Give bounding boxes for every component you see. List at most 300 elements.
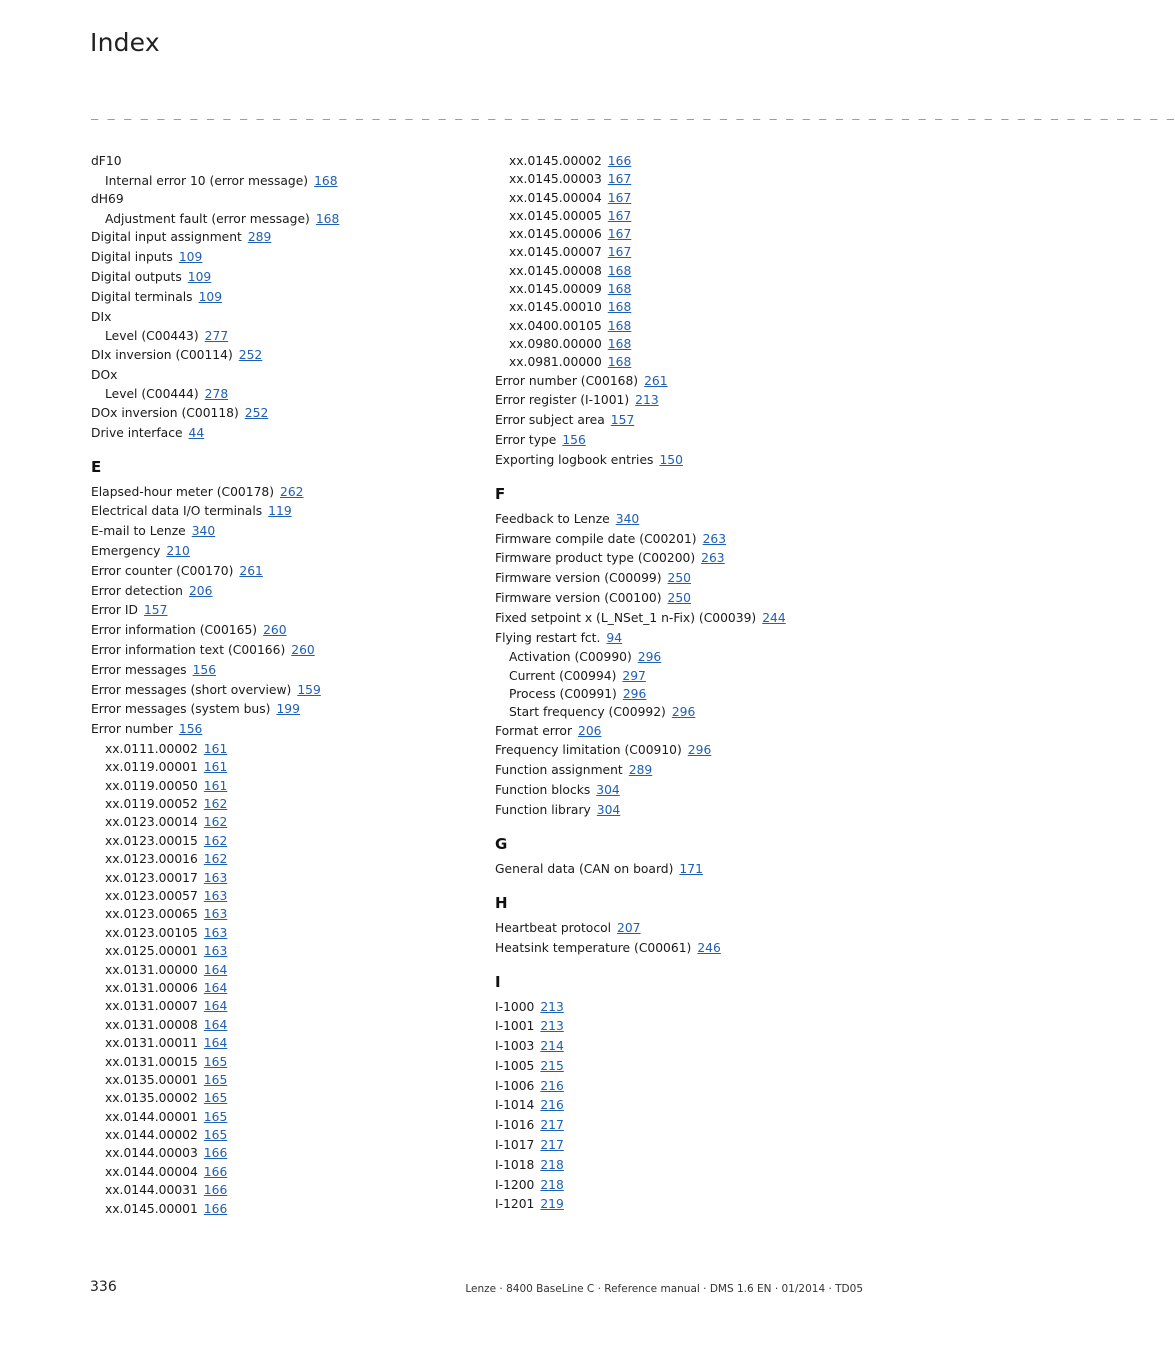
page-reference-link[interactable]: 164 (203, 1017, 228, 1032)
index-subentry (495, 189, 895, 207)
index-subentry (495, 152, 895, 170)
index-subentry (91, 942, 491, 960)
index-subentry (91, 850, 491, 868)
index-entry-label: Fixed setpoint x (L_NSet_1 n-Fix) (C00039) (495, 610, 757, 625)
index-entry-label: I-1003 (495, 1039, 535, 1054)
index-entry-label: xx.0135.00002 (105, 1091, 198, 1106)
index-entry-label: xx.0144.00004 (105, 1164, 198, 1179)
index-entry-label: DIx (91, 309, 112, 324)
index-entry (91, 681, 491, 699)
index-entry-label: Error number (91, 722, 173, 737)
index-entry (91, 268, 491, 286)
page-reference-link[interactable]: 165 (203, 1091, 228, 1106)
index-entry (495, 1136, 895, 1154)
page-reference-link[interactable]: 166 (203, 1146, 228, 1161)
page-reference-link[interactable]: 168 (315, 211, 340, 226)
index-subentry (495, 667, 895, 685)
page-reference-link[interactable]: 296 (622, 686, 647, 701)
page-reference-link[interactable]: 214 (540, 1039, 564, 1054)
page-reference-link[interactable]: 168 (607, 318, 632, 333)
index-entry-label: xx.0980.00000 (509, 336, 602, 351)
page-reference-link[interactable]: 166 (203, 1201, 228, 1216)
index-entry-label: Error detection (91, 583, 183, 598)
page-reference-link[interactable]: 252 (238, 347, 263, 362)
index-entry-label: Digital outputs (91, 269, 182, 284)
index-entry (495, 569, 895, 587)
page-reference-link[interactable]: 166 (203, 1164, 228, 1179)
index-entry-label: xx.0144.00003 (105, 1146, 198, 1161)
index-entry (495, 431, 895, 449)
index-entry (495, 1077, 895, 1095)
page-reference-link[interactable]: 216 (540, 1078, 564, 1093)
index-entry (495, 1096, 895, 1114)
index-entry (495, 1195, 895, 1213)
page-reference-link[interactable]: 109 (198, 289, 223, 304)
index-entry-label: Function blocks (495, 782, 591, 797)
page-reference-link[interactable]: 167 (607, 190, 632, 205)
index-entry-label: Firmware version (C00099) (495, 571, 662, 586)
page-reference-link[interactable]: 213 (540, 1019, 564, 1034)
index-entry-label: Current (C00994) (509, 668, 617, 683)
index-entry-label: I-1006 (495, 1078, 535, 1093)
index-entry-label: Digital input assignment (91, 230, 242, 245)
index-entry (91, 661, 491, 679)
index-subentry (495, 170, 895, 188)
index-entry (495, 1176, 895, 1194)
index-entry (495, 939, 895, 957)
page-reference-link[interactable]: 304 (596, 802, 621, 817)
index-subentry (91, 1181, 491, 1199)
index-subentry (495, 703, 895, 721)
index-entry-label: Feedback to Lenze (495, 511, 610, 526)
page-reference-link[interactable]: 164 (203, 999, 228, 1014)
index-entry-label: xx.0135.00001 (105, 1072, 198, 1087)
index-subentry (91, 777, 491, 795)
index-entry-label: Flying restart fct. (495, 630, 601, 645)
page-reference-link[interactable]: 156 (178, 722, 203, 737)
index-entry-label: Elapsed-hour meter (C00178) (91, 484, 275, 499)
index-section-letter: E (91, 457, 102, 476)
index-entry-label: xx.0131.00000 (105, 962, 198, 977)
index-entry-label: Electrical data I/O terminals (91, 504, 263, 519)
index-entry-label: Level (C00444) (105, 387, 199, 402)
index-subentry (91, 758, 491, 776)
index-entry (91, 700, 491, 718)
page-reference-link[interactable]: 207 (617, 920, 641, 935)
page-reference-link[interactable]: 162 (203, 815, 228, 830)
index-subentry (91, 172, 491, 190)
index-entry-label: Error number (C00168) (495, 373, 639, 388)
page-reference-link[interactable]: 164 (203, 980, 228, 995)
index-entry (91, 404, 491, 422)
index-subentry (495, 225, 895, 243)
index-entry-label: DIx inversion (C00114) (91, 347, 233, 362)
index-subentry (91, 1163, 491, 1181)
page-reference-link[interactable]: 119 (268, 504, 292, 519)
page-reference-link[interactable]: 157 (143, 603, 168, 618)
index-entry-label: Error information text (C00166) (91, 642, 286, 657)
index-entry (495, 391, 895, 409)
index-entry-label: Activation (C00990) (509, 650, 632, 665)
index-entry (495, 372, 895, 390)
index-subentry (495, 335, 895, 353)
page-reference-link[interactable]: 164 (203, 1036, 228, 1051)
page-reference-link[interactable]: 159 (297, 682, 321, 697)
index-entry-label: Digital terminals (91, 289, 193, 304)
index-entry (495, 1037, 895, 1055)
page-reference-link[interactable]: 109 (178, 250, 203, 265)
index-section-letter: H (495, 893, 508, 912)
index-entry (91, 502, 491, 520)
index-entry-label: xx.0111.00002 (105, 741, 198, 756)
index-entry-label: Error ID (91, 603, 138, 618)
page-reference-link[interactable]: 167 (607, 227, 632, 242)
page-reference-link[interactable]: 164 (203, 962, 228, 977)
index-entry (495, 761, 895, 779)
index-entry (495, 1116, 895, 1134)
page-reference-link[interactable]: 168 (607, 282, 632, 297)
index-subentry (495, 207, 895, 225)
index-subentry (91, 924, 491, 942)
index-entry-label: Error subject area (495, 413, 605, 428)
index-subentry (495, 317, 895, 335)
index-entry-label: xx.0119.00052 (105, 797, 198, 812)
index-entry-label: I-1200 (495, 1177, 535, 1192)
index-entry-label: Emergency (91, 543, 161, 558)
index-entry-label: Error information (C00165) (91, 623, 258, 638)
index-subentry (495, 298, 895, 316)
index-entry-label: xx.0400.00105 (509, 318, 602, 333)
index-subentry (495, 648, 895, 666)
index-entry-label: xx.0144.00002 (105, 1128, 198, 1143)
index-subentry (91, 1108, 491, 1126)
page-reference-link[interactable]: 260 (291, 642, 315, 657)
index-entry-label: xx.0119.00050 (105, 778, 198, 793)
page-reference-link[interactable]: 278 (204, 387, 229, 402)
page-number: 336 (90, 1279, 117, 1295)
page-reference-link[interactable]: 217 (540, 1118, 564, 1133)
index-entry (91, 522, 491, 540)
page-reference-link[interactable]: 244 (762, 610, 786, 625)
index-entry-label: Error messages (short overview) (91, 682, 292, 697)
page-reference-link[interactable]: 163 (203, 870, 228, 885)
index-entry-label: xx.0131.00008 (105, 1017, 198, 1032)
index-entry-label: Drive interface (91, 425, 183, 440)
page-reference-link[interactable]: 219 (540, 1197, 564, 1212)
index-entry-label: I-1014 (495, 1098, 535, 1113)
page-reference-link[interactable]: 289 (628, 763, 653, 778)
page-reference-link[interactable]: 263 (701, 551, 725, 566)
index-entry-label: xx.0123.00017 (105, 870, 198, 885)
index-column-left (91, 152, 491, 1218)
page-reference-link[interactable]: 163 (203, 889, 228, 904)
index-entry (495, 510, 895, 528)
index-entry-label: Function library (495, 802, 591, 817)
index-entry-label: Firmware compile date (C00201) (495, 531, 697, 546)
index-entry-label: Error messages (system bus) (91, 702, 271, 717)
index-entry-label: I-1017 (495, 1138, 535, 1153)
index-entry-label: dF10 (91, 154, 122, 168)
index-subentry (91, 1016, 491, 1034)
index-subentry (91, 961, 491, 979)
index-subentry (495, 280, 895, 298)
page-reference-link[interactable]: 340 (191, 524, 216, 539)
index-entry-label: Heatsink temperature (C00061) (495, 940, 692, 955)
page-reference-link[interactable]: 213 (540, 999, 564, 1014)
page-reference-link[interactable]: 215 (540, 1058, 564, 1073)
index-subentry (91, 1126, 491, 1144)
page-reference-link[interactable]: 199 (276, 702, 300, 717)
index-section-letter: G (495, 834, 508, 853)
page-reference-link[interactable]: 168 (607, 355, 632, 370)
page-reference-link[interactable]: 156 (562, 432, 586, 447)
index-subentry (91, 210, 491, 228)
index-entry (495, 1057, 895, 1075)
index-entry (91, 542, 491, 560)
page-reference-link[interactable]: 206 (188, 583, 213, 598)
index-entry-label: xx.0981.00000 (509, 355, 602, 370)
page-reference-link[interactable]: 250 (667, 590, 691, 605)
index-entry-label: xx.0123.00016 (105, 852, 198, 867)
index-entry-label: xx.0123.00065 (105, 907, 198, 922)
index-section-letter: F (495, 484, 506, 503)
index-subentry (91, 740, 491, 758)
footer-document-info: Lenze · 8400 BaseLine C · Reference manual · DMS 1.6 EN · 01/2014 · TD05 (465, 1283, 863, 1295)
page-reference-link[interactable]: 166 (203, 1183, 228, 1198)
index-entry-label: xx.0123.00057 (105, 889, 198, 904)
index-entry-label: xx.0144.00001 (105, 1109, 198, 1124)
page-reference-link[interactable]: 210 (166, 543, 190, 558)
page-reference-link[interactable]: 163 (203, 925, 228, 940)
index-subentry (91, 385, 491, 403)
index-subentry (91, 887, 491, 905)
index-entry-label: Error type (495, 432, 557, 447)
index-subentry (91, 905, 491, 923)
page-reference-link[interactable]: 297 (622, 668, 646, 683)
index-entry-label: Function assignment (495, 763, 623, 778)
index-entry-label: E-mail to Lenze (91, 524, 186, 539)
page-reference-link[interactable]: 171 (679, 861, 703, 876)
page-reference-link[interactable]: 252 (244, 405, 269, 420)
index-entry-label: Level (C00443) (105, 329, 199, 344)
index-entry-label: I-1018 (495, 1157, 535, 1172)
index-entry (495, 722, 895, 740)
index-section-letter: I (495, 972, 501, 991)
page-reference-link[interactable]: 250 (667, 571, 691, 586)
index-entry-label: xx.0144.00031 (105, 1183, 198, 1198)
index-entry-label: xx.0145.00002 (509, 154, 602, 168)
index-entry-label: xx.0145.00005 (509, 208, 602, 223)
page-reference-link[interactable]: 213 (635, 393, 659, 408)
index-subentry (495, 262, 895, 280)
index-entry (495, 998, 895, 1016)
index-entry-label: xx.0123.00105 (105, 925, 198, 940)
index-entry-label: xx.0145.00009 (509, 282, 602, 297)
page-reference-link[interactable]: 162 (203, 833, 228, 848)
index-entry (495, 530, 895, 548)
index-entry-label: xx.0145.00006 (509, 227, 602, 242)
page-reference-link[interactable]: 162 (203, 852, 228, 867)
index-entry-label: Error messages (91, 662, 187, 677)
page-reference-link[interactable]: 217 (540, 1138, 564, 1153)
index-entry (91, 582, 491, 600)
index-entry-label: xx.0145.00008 (509, 263, 602, 278)
page-reference-link[interactable]: 206 (578, 723, 602, 738)
page-reference-link[interactable]: 263 (702, 531, 727, 546)
index-entry-label: I-1000 (495, 999, 535, 1014)
page-reference-link[interactable]: 216 (540, 1098, 564, 1113)
index-subentry (91, 1034, 491, 1052)
index-entry (91, 562, 491, 580)
index-entry-label: Error counter (C00170) (91, 563, 234, 578)
index-entry (495, 781, 895, 799)
index-entry-label: dH69 (91, 192, 124, 207)
page-reference-link[interactable]: 167 (607, 245, 632, 260)
page-reference-link[interactable]: 289 (247, 230, 272, 245)
page-reference-link[interactable]: 157 (610, 413, 635, 428)
page-reference-link[interactable]: 168 (607, 300, 632, 315)
index-subentry (91, 1089, 491, 1107)
index-entry (91, 424, 491, 442)
index-subentry (91, 832, 491, 850)
page-reference-link[interactable]: 167 (607, 172, 632, 187)
index-entry (91, 621, 491, 639)
index-entry (495, 1017, 895, 1035)
index-subentry (495, 243, 895, 261)
page-reference-link[interactable]: 150 (659, 452, 683, 467)
index-subentry (495, 353, 895, 371)
page-title: Index (90, 28, 160, 57)
index-entry (91, 288, 491, 306)
page-reference-link[interactable]: 166 (607, 154, 632, 168)
page-reference-link[interactable]: 44 (188, 425, 205, 440)
index-entry (495, 860, 895, 878)
index-entry (495, 919, 895, 937)
index-entry (495, 549, 895, 567)
index-entry (91, 641, 491, 659)
index-entry-label: I-1001 (495, 1019, 535, 1034)
index-entry (495, 609, 895, 627)
index-entry-label: Firmware version (C00100) (495, 590, 662, 605)
index-entry (91, 248, 491, 266)
index-subentry (495, 685, 895, 703)
page-reference-link[interactable]: 168 (607, 263, 632, 278)
page-reference-link[interactable]: 163 (203, 907, 228, 922)
index-entry (495, 801, 895, 819)
page-reference-link[interactable]: 165 (203, 1054, 228, 1069)
page-reference-link[interactable]: 165 (203, 1109, 228, 1124)
index-entry (495, 629, 895, 647)
page-reference-link[interactable]: 168 (607, 336, 632, 351)
page-reference-link[interactable]: 168 (314, 173, 338, 188)
index-column-right (495, 152, 895, 1215)
page-reference-link[interactable]: 296 (637, 650, 662, 665)
page-reference-link[interactable]: 261 (644, 373, 668, 388)
index-entry-label: xx.0145.00010 (509, 300, 602, 315)
page-reference-link[interactable]: 277 (204, 329, 229, 344)
page-reference-link[interactable]: 94 (606, 630, 623, 645)
index-entry (91, 720, 491, 738)
index-entry-label: DOx (91, 367, 118, 382)
index-entry (91, 190, 491, 208)
page-reference-link[interactable]: 296 (687, 743, 712, 758)
page-reference-link[interactable]: 165 (203, 1072, 228, 1087)
page-reference-link[interactable]: 304 (596, 782, 620, 797)
index-entry-label: xx.0119.00001 (105, 760, 198, 775)
page-reference-link[interactable]: 165 (203, 1128, 228, 1143)
index-entry-label: I-1201 (495, 1197, 535, 1212)
index-entry (91, 346, 491, 364)
index-entry-label: xx.0123.00015 (105, 833, 198, 848)
index-entry-label: xx.0145.00004 (509, 190, 602, 205)
index-entry (91, 601, 491, 619)
page-reference-link[interactable]: 218 (540, 1157, 564, 1172)
index-entry (91, 483, 491, 501)
page-reference-link[interactable]: 161 (203, 741, 228, 756)
page-reference-link[interactable]: 163 (203, 944, 228, 959)
index-entry (495, 589, 895, 607)
index-subentry (91, 869, 491, 887)
index-entry (91, 308, 491, 326)
page-reference-link[interactable]: 262 (280, 484, 304, 499)
index-entry (91, 228, 491, 246)
index-entry-label: xx.0125.00001 (105, 944, 198, 959)
index-entry-label: Adjustment fault (error message) (105, 211, 310, 226)
index-subentry (91, 327, 491, 345)
header-dashed-rule: _ _ _ _ _ _ _ _ _ _ _ _ _ _ _ _ _ _ _ _ _ _ _ _ _ _ _ _ _ _ _ _ _ _ _ _ _ _ _ _ _ _ _ _ _ _ _ _ _ _ _ _ _ _ _ _ _ _ _ _ _ _ _ _ _ _ (91, 106, 1175, 120)
index-entry-label: xx.0131.00011 (105, 1036, 198, 1051)
index-entry-label: Heartbeat protocol (495, 920, 612, 935)
page-reference-link[interactable]: 340 (615, 511, 640, 526)
index-entry-label: Frequency limitation (C00910) (495, 743, 682, 758)
index-entry-label: DOx inversion (C00118) (91, 405, 239, 420)
index-subentry (91, 1200, 491, 1218)
page-reference-link[interactable]: 218 (540, 1177, 564, 1192)
page-reference-link[interactable]: 296 (671, 705, 696, 720)
index-subentry (91, 1071, 491, 1089)
page-reference-link[interactable]: 161 (203, 778, 228, 793)
index-entry-label: General data (CAN on board) (495, 861, 674, 876)
index-entry (495, 411, 895, 429)
index-entry-label: xx.0145.00003 (509, 172, 602, 187)
page-reference-link[interactable]: 162 (203, 797, 228, 812)
index-entry-label: xx.0131.00015 (105, 1054, 198, 1069)
index-entry-label: xx.0145.00001 (105, 1201, 198, 1216)
index-entry-label: Digital inputs (91, 250, 173, 265)
index-entry (91, 366, 491, 384)
index-entry-label: Firmware product type (C00200) (495, 551, 696, 566)
index-entry (495, 741, 895, 759)
page-reference-link[interactable]: 246 (697, 940, 721, 955)
index-entry-label: Error register (I-1001) (495, 393, 630, 408)
page-reference-link[interactable]: 109 (187, 269, 212, 284)
index-subentry (91, 979, 491, 997)
index-entry-label: Format error (495, 723, 573, 738)
page-reference-link[interactable]: 161 (203, 760, 228, 775)
index-entry-label: xx.0145.00007 (509, 245, 602, 260)
index-entry-label: Internal error 10 (error message) (105, 173, 309, 188)
index-entry-label: I-1005 (495, 1058, 535, 1073)
index-entry-label: Process (C00991) (509, 686, 617, 701)
index-subentry (91, 1144, 491, 1162)
page-reference-link[interactable]: 156 (192, 662, 217, 677)
index-subentry (91, 1053, 491, 1071)
index-subentry (91, 795, 491, 813)
index-entry-label: xx.0123.00014 (105, 815, 198, 830)
page-reference-link[interactable]: 260 (263, 623, 287, 638)
page-reference-link[interactable]: 261 (239, 563, 263, 578)
page-reference-link[interactable]: 167 (607, 208, 632, 223)
